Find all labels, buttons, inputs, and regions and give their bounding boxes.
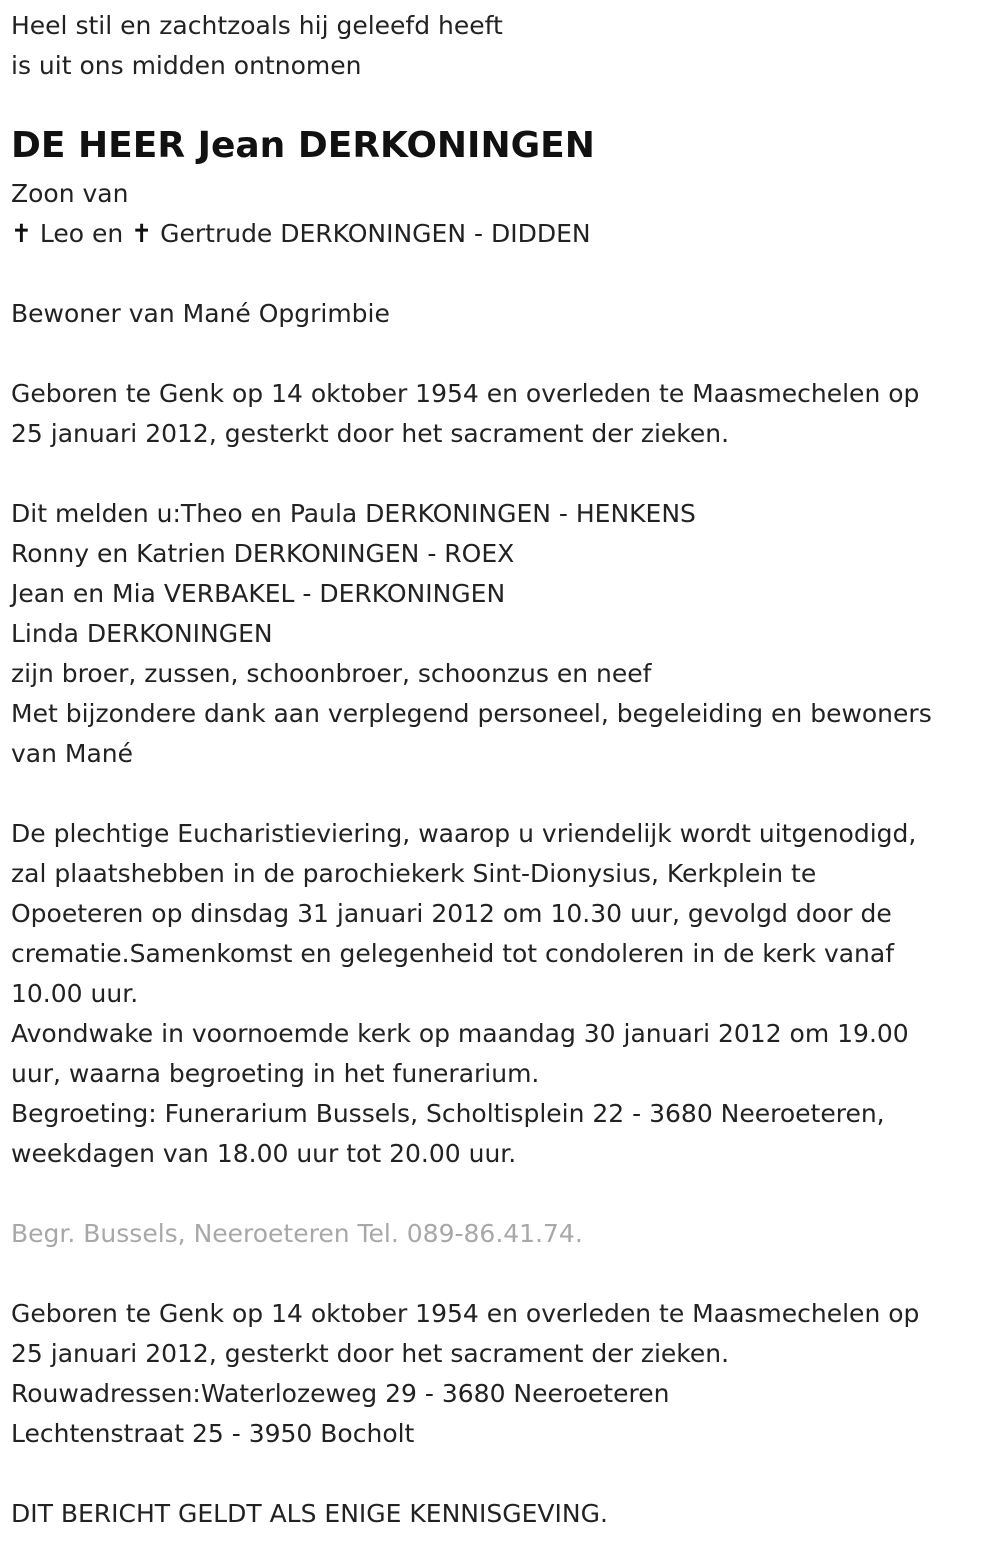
family-line-1: Dit melden u:Theo en Paula DERKONINGEN - HENKENS (11, 499, 696, 528)
closing-line-2: 25 januari 2012, gesterkt door het sacrament der zieken. (11, 1339, 730, 1368)
ceremony-line-1: De plechtige Eucharistieviering, waarop u vriendelijk wordt uitgenodigd, (11, 819, 917, 848)
deceased-name: DE HEER Jean DERKONINGEN (11, 125, 595, 166)
intro-line-1: Heel stil en zachtzoals hij geleefd heeft (11, 11, 503, 40)
family-line-6: Met bijzondere dank aan verplegend personeel, begeleiding en bewoners (11, 699, 932, 728)
parent-mother: Gertrude DERKONINGEN - DIDDEN (160, 219, 591, 248)
family-line-5: zijn broer, zussen, schoonbroer, schoonzus en neef (11, 659, 652, 688)
cross-icon: ✝ (131, 219, 153, 248)
closing-line-4: Lechtenstraat 25 - 3950 Bocholt (11, 1419, 415, 1448)
ceremony-line-9: weekdagen van 18.00 uur tot 20.00 uur. (11, 1139, 517, 1168)
undertaker-line: Begr. Bussels, Neeroeteren Tel. 089-86.41.74. (11, 1219, 583, 1248)
family-line-2: Ronny en Katrien DERKONINGEN - ROEX (11, 539, 515, 568)
son-of-label: Zoon van (11, 179, 129, 208)
birth-death-line-1: Geboren te Genk op 14 oktober 1954 en overleden te Maasmechelen op (11, 379, 920, 408)
cross-icon: ✝ (11, 219, 32, 248)
intro-line-2: is uit ons midden ontnomen (11, 51, 362, 80)
ceremony-line-3: Opoeteren op dinsdag 31 januari 2012 om 10.30 uur, gevolgd door de (11, 899, 892, 928)
resident-line: Bewoner van Mané Opgrimbie (11, 299, 390, 328)
family-line-4: Linda DERKONINGEN (11, 619, 273, 648)
closing-line-1: Geboren te Genk op 14 oktober 1954 en overleden te Maasmechelen op (11, 1299, 920, 1328)
parents-line (11, 214, 591, 254)
family-line-7: van Mané (11, 739, 134, 768)
family-line-3: Jean en Mia VERBAKEL - DERKONINGEN (11, 579, 506, 608)
ceremony-line-7: uur, waarna begroeting in het funerarium. (11, 1059, 540, 1088)
birth-death-line-2: 25 januari 2012, gesterkt door het sacrament der zieken. (11, 419, 730, 448)
ceremony-line-6: Avondwake in voornoemde kerk op maandag 30 januari 2012 om 19.00 (11, 1019, 909, 1048)
ceremony-line-8: Begroeting: Funerarium Bussels, Scholtisplein 22 - 3680 Neeroeteren, (11, 1099, 885, 1128)
ceremony-line-4: crematie.Samenkomst en gelegenheid tot condoleren in de kerk vanaf (11, 939, 895, 968)
notice-line: DIT BERICHT GELDT ALS ENIGE KENNISGEVING. (11, 1499, 608, 1528)
ceremony-line-2: zal plaatshebben in de parochiekerk Sint-Dionysius, Kerkplein te (11, 859, 817, 888)
ceremony-line-5: 10.00 uur. (11, 979, 139, 1008)
closing-line-3: Rouwadressen:Waterlozeweg 29 - 3680 Neeroeteren (11, 1379, 670, 1408)
parent-father: Leo en (39, 219, 124, 248)
